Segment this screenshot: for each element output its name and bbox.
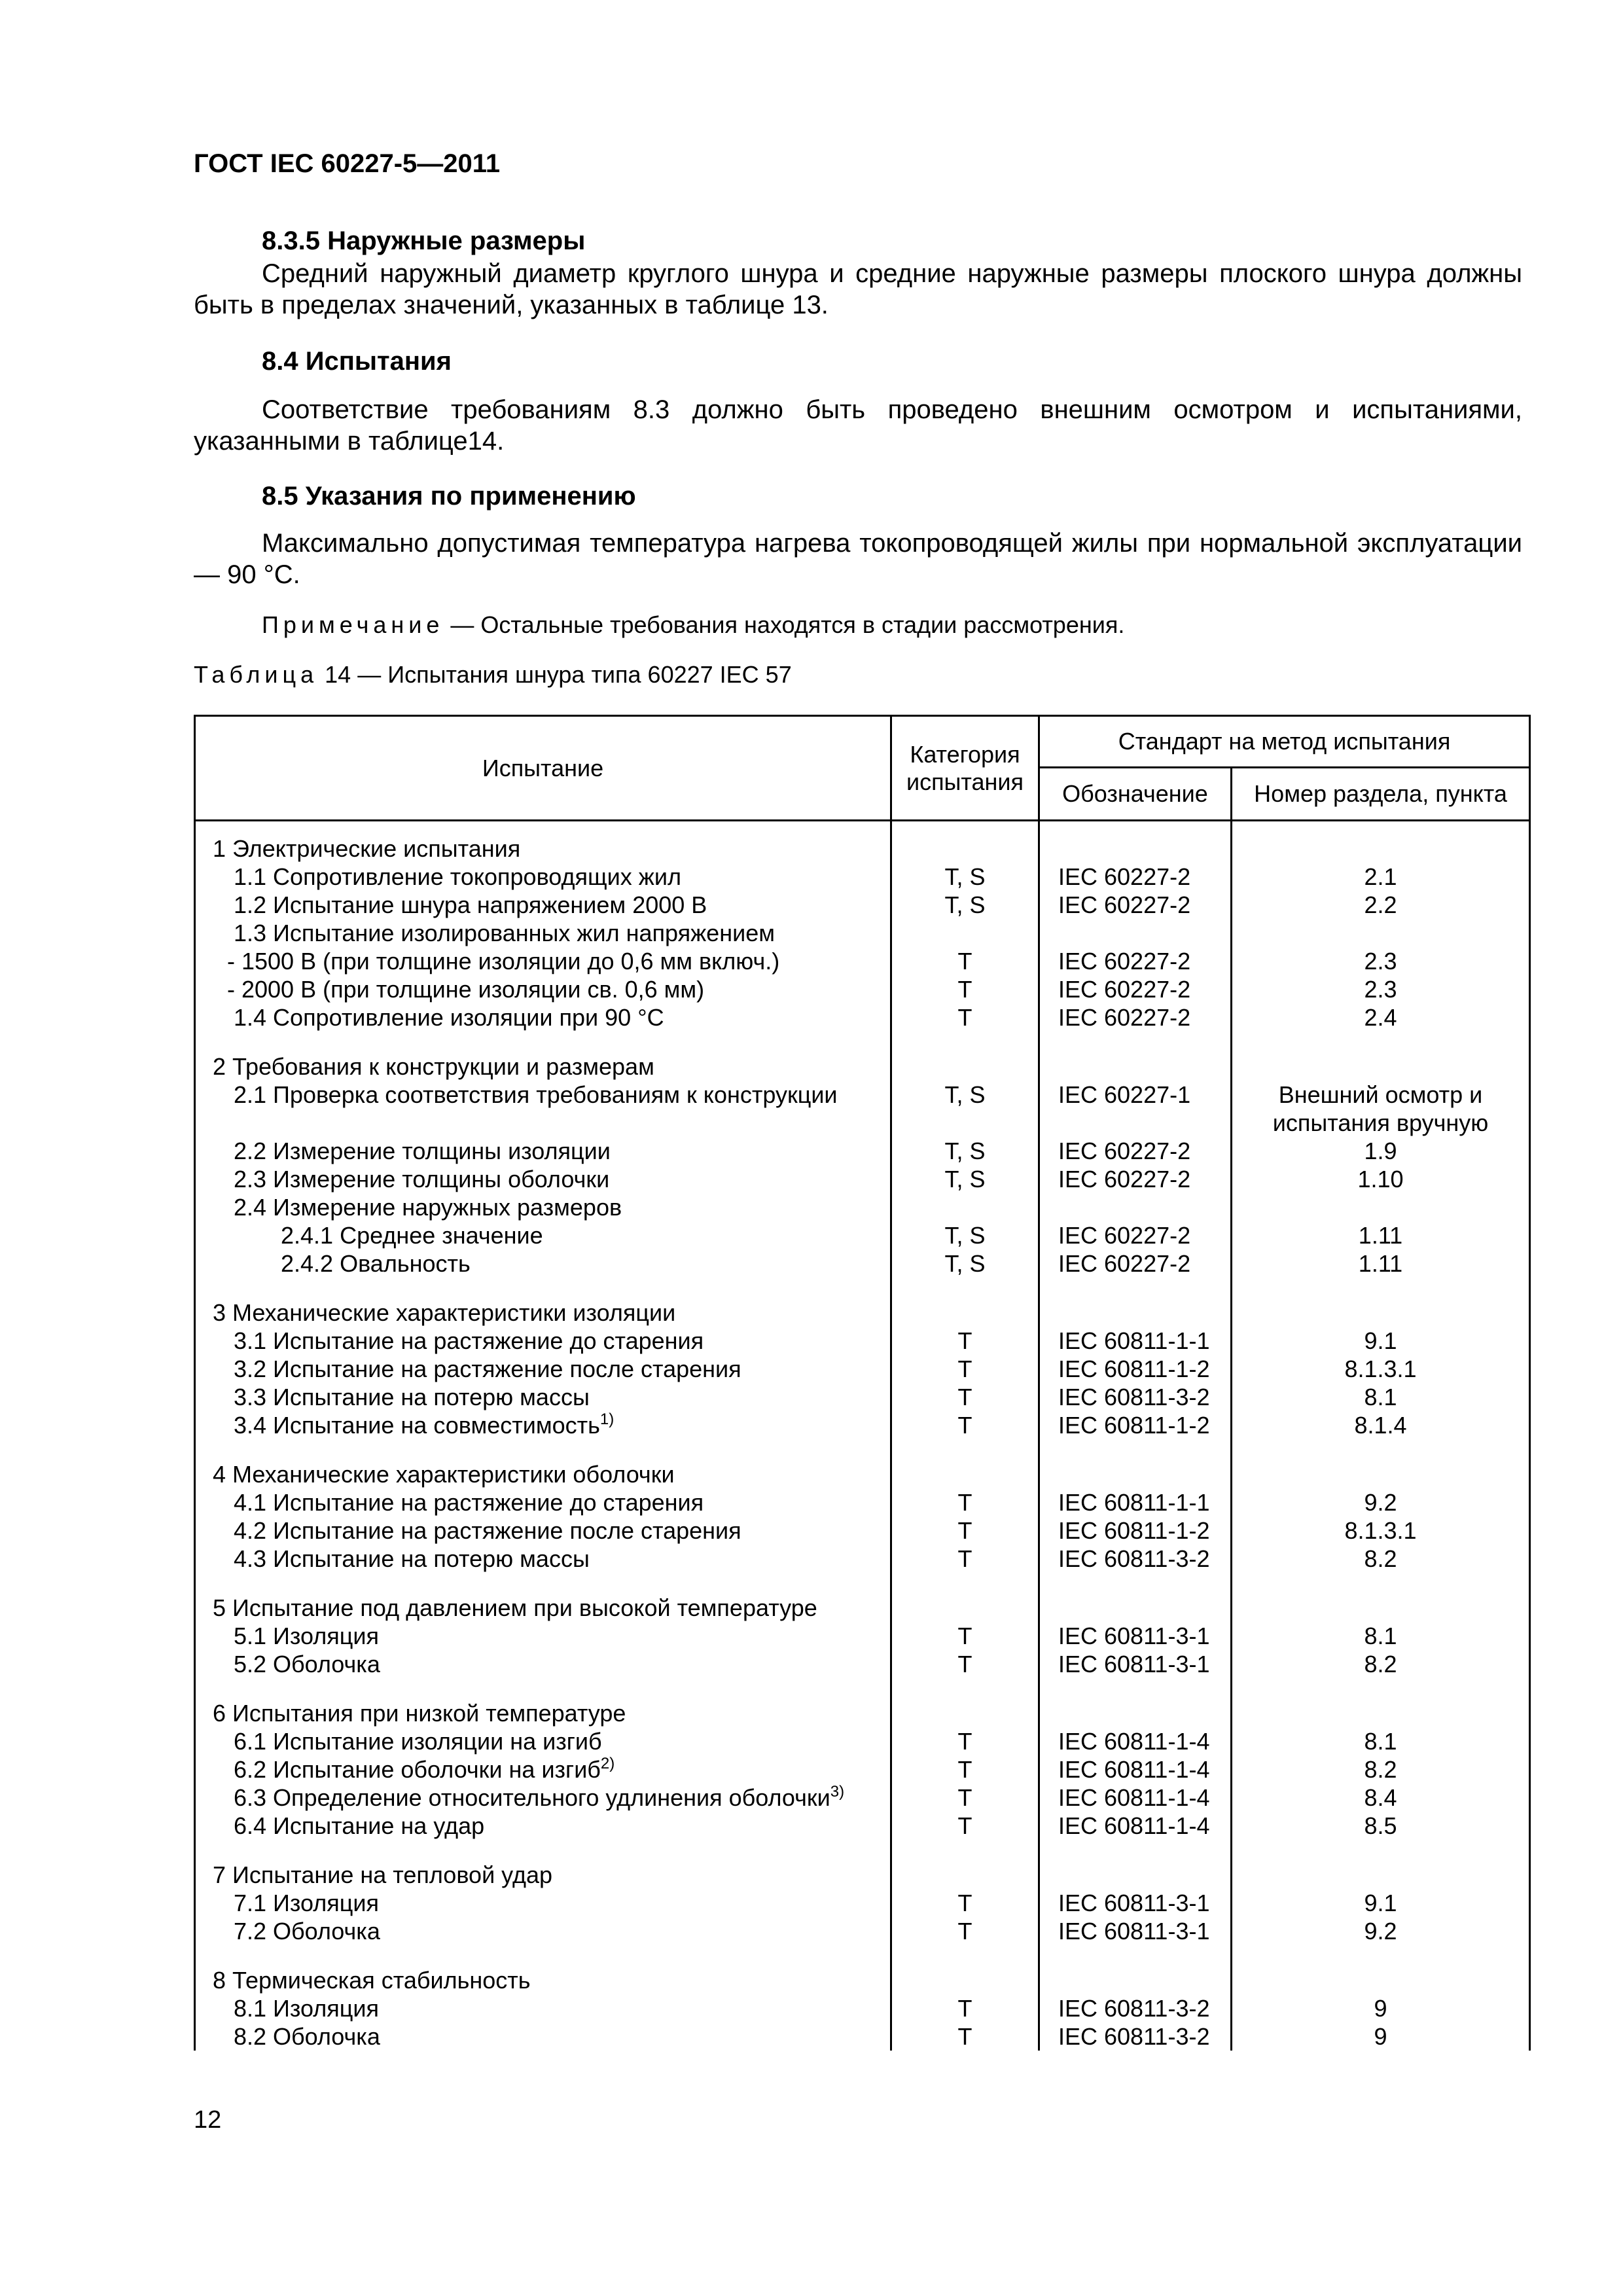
test-cell bbox=[195, 1249, 891, 1278]
section-8-5-title: 8.5 Указания по применению bbox=[262, 482, 636, 511]
clause-cell bbox=[1232, 919, 1530, 947]
test-name: 6.2 Испытание оболочки на изгиб bbox=[234, 1756, 601, 1783]
test-cell bbox=[195, 1193, 891, 1221]
footnote-ref: 1) bbox=[599, 1410, 615, 1428]
designation-cell: IEC 60811-3-1 bbox=[1039, 1889, 1232, 1917]
designation-cell: IEC 60811-1-4 bbox=[1039, 1755, 1232, 1784]
test-name: 3.3 Испытание на потерю массы bbox=[234, 1384, 590, 1410]
designation-cell bbox=[1039, 919, 1232, 947]
table-row bbox=[195, 1221, 1530, 1249]
spacer-cell bbox=[195, 1278, 891, 1299]
spacer-cell bbox=[891, 1278, 1039, 1299]
category-cell: T bbox=[891, 1622, 1039, 1650]
clause-cell: 2.1 bbox=[1232, 863, 1530, 891]
spacer-row bbox=[195, 821, 1530, 835]
header-test: Испытание bbox=[195, 716, 891, 821]
spacer-cell bbox=[195, 1031, 891, 1052]
test-name: 2.2 Измерение толщины изоляции bbox=[234, 1138, 611, 1164]
empty-cell bbox=[1232, 1699, 1530, 1727]
group-title-cell bbox=[195, 1460, 891, 1488]
section-8-3-5-title: 8.3.5 Наружные размеры bbox=[262, 226, 586, 255]
spacer-cell bbox=[195, 821, 891, 835]
test-cell bbox=[195, 891, 891, 919]
test-name: 1.1 Сопротивление токопроводящих жил bbox=[234, 863, 681, 890]
test-name: 3.4 Испытание на совместимость bbox=[234, 1412, 600, 1439]
category-cell: T bbox=[891, 1516, 1039, 1545]
designation-cell: IEC 60811-1-1 bbox=[1039, 1488, 1232, 1516]
test-cell bbox=[195, 2022, 891, 2051]
table-caption bbox=[194, 661, 792, 689]
category-cell: T, S bbox=[891, 863, 1039, 891]
group-title: 8 Термическая стабильность bbox=[213, 1967, 531, 1994]
clause-cell: 2.4 bbox=[1232, 1003, 1530, 1031]
test-name: 8.2 Оболочка bbox=[234, 2023, 380, 2050]
test-name: 4.3 Испытание на потерю массы bbox=[234, 1545, 590, 1572]
spacer-cell bbox=[195, 1573, 891, 1594]
table-row bbox=[195, 1516, 1530, 1545]
spacer-row bbox=[195, 1278, 1530, 1299]
spacer-cell bbox=[891, 1840, 1039, 1861]
test-cell bbox=[195, 1755, 891, 1784]
table-row bbox=[195, 1488, 1530, 1516]
test-cell bbox=[195, 1383, 891, 1411]
category-cell: T, S bbox=[891, 1249, 1039, 1278]
test-cell bbox=[195, 1221, 891, 1249]
table-body bbox=[195, 821, 1530, 2051]
category-cell: T bbox=[891, 1327, 1039, 1355]
category-cell: T bbox=[891, 1889, 1039, 1917]
test-name: 2.4.2 Овальность bbox=[281, 1250, 471, 1277]
test-name: - 1500 В (при толщине изоляции до 0,6 мм включ.) bbox=[227, 948, 780, 975]
designation-cell: IEC 60811-3-2 bbox=[1039, 1383, 1232, 1411]
group-title-cell bbox=[195, 1861, 891, 1889]
spacer-cell bbox=[1232, 821, 1530, 835]
spacer-cell bbox=[1232, 1439, 1530, 1460]
group-title: 5 Испытание под давлением при высокой температуре bbox=[213, 1594, 817, 1621]
empty-cell bbox=[1039, 1299, 1232, 1327]
table-row bbox=[195, 1411, 1530, 1439]
table-row bbox=[195, 1003, 1530, 1031]
test-cell bbox=[195, 1784, 891, 1812]
designation-cell: IEC 60811-1-2 bbox=[1039, 1516, 1232, 1545]
designation-cell: IEC 60227-2 bbox=[1039, 863, 1232, 891]
table-row bbox=[195, 919, 1530, 947]
spacer-row bbox=[195, 1945, 1530, 1966]
table-row bbox=[195, 1249, 1530, 1278]
test-cell bbox=[195, 947, 891, 975]
header-standard: Стандарт на метод испытания bbox=[1039, 716, 1530, 768]
footnote-ref: 2) bbox=[600, 1755, 615, 1772]
test-cell bbox=[195, 1327, 891, 1355]
designation-cell: IEC 60227-2 bbox=[1039, 1249, 1232, 1278]
test-name: 5.2 Оболочка bbox=[234, 1651, 380, 1677]
category-cell: T bbox=[891, 1003, 1039, 1031]
spacer-cell bbox=[1039, 1031, 1232, 1052]
category-cell: T bbox=[891, 1755, 1039, 1784]
test-name: 5.1 Изоляция bbox=[234, 1623, 379, 1649]
table-row bbox=[195, 1650, 1530, 1678]
category-cell: T bbox=[891, 1727, 1039, 1755]
category-cell: T bbox=[891, 947, 1039, 975]
clause-cell: 9.1 bbox=[1232, 1889, 1530, 1917]
test-cell bbox=[195, 1003, 891, 1031]
spacer-cell bbox=[1039, 1678, 1232, 1699]
empty-cell bbox=[1039, 1966, 1232, 1994]
spacer-cell bbox=[1232, 1278, 1530, 1299]
group-title: 2 Требования к конструкции и размерам bbox=[213, 1053, 654, 1080]
category-cell: T, S bbox=[891, 1081, 1039, 1137]
clause-cell: 2.3 bbox=[1232, 947, 1530, 975]
test-cell bbox=[195, 863, 891, 891]
section-8-5-text: Максимально допустимая температура нагрева токопроводящей жилы при нормальной эксплуатации — 90 °C. bbox=[194, 529, 1522, 589]
category-cell: T bbox=[891, 2022, 1039, 2051]
test-cell bbox=[195, 1917, 891, 1945]
spacer-cell bbox=[1232, 1031, 1530, 1052]
table-caption-text: 14 — Испытания шнура типа 60227 IEC 57 bbox=[318, 661, 792, 688]
test-name: 6.1 Испытание изоляции на изгиб bbox=[234, 1728, 602, 1755]
designation-cell: IEC 60227-1 bbox=[1039, 1081, 1232, 1137]
category-cell: T, S bbox=[891, 1165, 1039, 1193]
note-label: Примечание bbox=[262, 611, 444, 638]
header-designation: Обозначение bbox=[1039, 768, 1232, 821]
header-clause: Номер раздела, пункта bbox=[1232, 768, 1530, 821]
tests-table bbox=[194, 715, 1531, 2051]
designation-cell: IEC 60811-1-4 bbox=[1039, 1727, 1232, 1755]
clause-cell: 9.2 bbox=[1232, 1488, 1530, 1516]
designation-cell: IEC 60811-3-1 bbox=[1039, 1622, 1232, 1650]
empty-cell bbox=[1232, 1861, 1530, 1889]
designation-cell: IEC 60811-1-2 bbox=[1039, 1355, 1232, 1383]
clause-cell: 8.1.4 bbox=[1232, 1411, 1530, 1439]
table-row bbox=[195, 1193, 1530, 1221]
designation-cell: IEC 60811-3-2 bbox=[1039, 1994, 1232, 2022]
table-row bbox=[195, 863, 1530, 891]
test-cell bbox=[195, 1516, 891, 1545]
empty-cell bbox=[891, 834, 1039, 863]
table-row bbox=[195, 1994, 1530, 2022]
empty-cell bbox=[1232, 1299, 1530, 1327]
designation-cell: IEC 60811-3-1 bbox=[1039, 1917, 1232, 1945]
clause-cell: 1.11 bbox=[1232, 1221, 1530, 1249]
section-8-4-text: Соответствие требованиям 8.3 должно быть проведено внешним осмотром и испытаниями, указанными в таблице14. bbox=[194, 395, 1522, 456]
group-title-cell bbox=[195, 1299, 891, 1327]
table-row bbox=[195, 1383, 1530, 1411]
table-row bbox=[195, 1081, 1530, 1137]
designation-cell: IEC 60227-2 bbox=[1039, 1165, 1232, 1193]
empty-cell bbox=[1039, 834, 1232, 863]
table-row bbox=[195, 1165, 1530, 1193]
empty-cell bbox=[1232, 1460, 1530, 1488]
designation-cell: IEC 60811-1-4 bbox=[1039, 1812, 1232, 1840]
designation-cell: IEC 60811-1-2 bbox=[1039, 1411, 1232, 1439]
clause-cell: 8.4 bbox=[1232, 1784, 1530, 1812]
clause-cell: 8.1 bbox=[1232, 1727, 1530, 1755]
note-text: — Остальные требования находятся в стадии рассмотрения. bbox=[444, 611, 1125, 638]
table-row bbox=[195, 1755, 1530, 1784]
category-cell: T, S bbox=[891, 891, 1039, 919]
spacer-row bbox=[195, 1031, 1530, 1052]
category-cell: T bbox=[891, 1812, 1039, 1840]
designation-cell: IEC 60811-1-1 bbox=[1039, 1327, 1232, 1355]
table-row bbox=[195, 975, 1530, 1003]
spacer-row bbox=[195, 1678, 1530, 1699]
clause-cell: 8.2 bbox=[1232, 1650, 1530, 1678]
document-code: ГОСТ IEC 60227-5—2011 bbox=[194, 149, 501, 178]
test-cell bbox=[195, 1411, 891, 1439]
designation-cell: IEC 60227-2 bbox=[1039, 947, 1232, 975]
category-cell: T, S bbox=[891, 1137, 1039, 1165]
group-title-row bbox=[195, 1594, 1530, 1622]
clause-cell: Внешний осмотр и испытания вручную bbox=[1232, 1081, 1530, 1137]
test-cell bbox=[195, 1994, 891, 2022]
test-cell bbox=[195, 1355, 891, 1383]
test-name: 1.2 Испытание шнура напряжением 2000 В bbox=[234, 891, 707, 918]
test-cell bbox=[195, 1650, 891, 1678]
category-cell: T bbox=[891, 1545, 1039, 1573]
table-row bbox=[195, 891, 1530, 919]
test-name: 8.1 Изоляция bbox=[234, 1995, 379, 2022]
category-cell: T bbox=[891, 1917, 1039, 1945]
test-cell bbox=[195, 1622, 891, 1650]
test-name: 3.1 Испытание на растяжение до старения bbox=[234, 1327, 704, 1354]
group-title-cell bbox=[195, 1966, 891, 1994]
test-cell bbox=[195, 975, 891, 1003]
table-caption-label: Таблица bbox=[194, 661, 319, 688]
table-row bbox=[195, 1355, 1530, 1383]
empty-cell bbox=[891, 1699, 1039, 1727]
footnote-ref: 3) bbox=[830, 1783, 845, 1801]
test-name: 2.3 Измерение толщины оболочки bbox=[234, 1166, 610, 1193]
page-number: 12 bbox=[194, 2106, 222, 2134]
table-row bbox=[195, 1622, 1530, 1650]
test-name: 4.2 Испытание на растяжение после старения bbox=[234, 1517, 741, 1544]
group-title-row bbox=[195, 834, 1530, 863]
spacer-cell bbox=[1039, 1573, 1232, 1594]
table-row bbox=[195, 1812, 1530, 1840]
designation-cell: IEC 60227-2 bbox=[1039, 1003, 1232, 1031]
clause-cell: 2.2 bbox=[1232, 891, 1530, 919]
test-name: 1.3 Испытание изолированных жил напряжением bbox=[234, 920, 775, 946]
designation-cell: IEC 60811-1-4 bbox=[1039, 1784, 1232, 1812]
test-cell bbox=[195, 1889, 891, 1917]
test-cell bbox=[195, 1812, 891, 1840]
empty-cell bbox=[891, 1460, 1039, 1488]
empty-cell bbox=[1232, 1966, 1530, 1994]
test-name: 4.1 Испытание на растяжение до старения bbox=[234, 1489, 704, 1516]
category-cell: T, S bbox=[891, 1221, 1039, 1249]
table-row bbox=[195, 2022, 1530, 2051]
spacer-cell bbox=[891, 1945, 1039, 1966]
clause-cell: 9 bbox=[1232, 1994, 1530, 2022]
clause-cell: 1.11 bbox=[1232, 1249, 1530, 1278]
group-title-row bbox=[195, 1052, 1530, 1081]
category-cell: T bbox=[891, 1784, 1039, 1812]
group-title: 1 Электрические испытания bbox=[213, 835, 521, 862]
test-cell bbox=[195, 1165, 891, 1193]
empty-cell bbox=[1232, 1594, 1530, 1622]
designation-cell: IEC 60811-3-2 bbox=[1039, 2022, 1232, 2051]
spacer-cell bbox=[1232, 1573, 1530, 1594]
test-name: 1.4 Сопротивление изоляции при 90 °C bbox=[234, 1004, 664, 1031]
designation-cell: IEC 60227-2 bbox=[1039, 1137, 1232, 1165]
group-title-row bbox=[195, 1299, 1530, 1327]
test-name: 2.4.1 Среднее значение bbox=[281, 1222, 543, 1249]
empty-cell bbox=[1232, 834, 1530, 863]
spacer-cell bbox=[1039, 1278, 1232, 1299]
test-name: 6.3 Определение относительного удлинения оболочки bbox=[234, 1784, 830, 1811]
group-title: 3 Механические характеристики изоляции bbox=[213, 1299, 676, 1326]
designation-cell: IEC 60227-2 bbox=[1039, 1221, 1232, 1249]
clause-cell: 9.2 bbox=[1232, 1917, 1530, 1945]
category-cell: T bbox=[891, 1650, 1039, 1678]
empty-cell bbox=[1039, 1460, 1232, 1488]
note bbox=[262, 611, 1124, 639]
test-name: 2.1 Проверка соответствия требованиям к конструкции bbox=[234, 1081, 838, 1108]
group-title: 6 Испытания при низкой температуре bbox=[213, 1700, 626, 1727]
category-cell: T bbox=[891, 1411, 1039, 1439]
clause-cell: 9.1 bbox=[1232, 1327, 1530, 1355]
spacer-row bbox=[195, 1840, 1530, 1861]
empty-cell bbox=[1039, 1052, 1232, 1081]
table-row bbox=[195, 1889, 1530, 1917]
clause-cell bbox=[1232, 1193, 1530, 1221]
group-title-row bbox=[195, 1966, 1530, 1994]
group-title-cell bbox=[195, 1594, 891, 1622]
clause-cell: 8.1 bbox=[1232, 1383, 1530, 1411]
empty-cell bbox=[891, 1299, 1039, 1327]
test-name: 3.2 Испытание на растяжение после старения bbox=[234, 1355, 741, 1382]
test-cell bbox=[195, 919, 891, 947]
clause-cell: 9 bbox=[1232, 2022, 1530, 2051]
test-cell bbox=[195, 1081, 891, 1137]
empty-cell bbox=[891, 1966, 1039, 1994]
table-row bbox=[195, 1727, 1530, 1755]
clause-cell: 1.10 bbox=[1232, 1165, 1530, 1193]
empty-cell bbox=[891, 1594, 1039, 1622]
designation-cell: IEC 60227-2 bbox=[1039, 975, 1232, 1003]
clause-cell: 8.5 bbox=[1232, 1812, 1530, 1840]
spacer-cell bbox=[1232, 1945, 1530, 1966]
table-row bbox=[195, 1545, 1530, 1573]
header-category: Категория испытания bbox=[891, 716, 1039, 821]
category-cell bbox=[891, 1193, 1039, 1221]
spacer-cell bbox=[195, 1678, 891, 1699]
spacer-cell bbox=[891, 821, 1039, 835]
group-title-cell bbox=[195, 834, 891, 863]
category-cell: T bbox=[891, 1994, 1039, 2022]
designation-cell: IEC 60811-3-2 bbox=[1039, 1545, 1232, 1573]
empty-cell bbox=[891, 1861, 1039, 1889]
spacer-cell bbox=[1039, 1439, 1232, 1460]
category-cell: T bbox=[891, 1383, 1039, 1411]
spacer-cell bbox=[1232, 1678, 1530, 1699]
empty-cell bbox=[1039, 1861, 1232, 1889]
group-title-cell bbox=[195, 1052, 891, 1081]
clause-cell: 2.3 bbox=[1232, 975, 1530, 1003]
spacer-cell bbox=[891, 1439, 1039, 1460]
group-title-row bbox=[195, 1699, 1530, 1727]
spacer-cell bbox=[195, 1840, 891, 1861]
test-name: 7.2 Оболочка bbox=[234, 1918, 380, 1945]
spacer-cell bbox=[1039, 1840, 1232, 1861]
category-cell bbox=[891, 919, 1039, 947]
spacer-cell bbox=[1232, 1840, 1530, 1861]
clause-cell: 8.1 bbox=[1232, 1622, 1530, 1650]
empty-cell bbox=[1232, 1052, 1530, 1081]
table-row bbox=[195, 947, 1530, 975]
group-title-row bbox=[195, 1861, 1530, 1889]
table-row bbox=[195, 1327, 1530, 1355]
test-cell bbox=[195, 1488, 891, 1516]
clause-cell: 8.2 bbox=[1232, 1545, 1530, 1573]
spacer-cell bbox=[1039, 1945, 1232, 1966]
test-name: - 2000 В (при толщине изоляции св. 0,6 мм) bbox=[227, 976, 705, 1003]
test-cell bbox=[195, 1545, 891, 1573]
test-cell bbox=[195, 1137, 891, 1165]
designation-cell: IEC 60227-2 bbox=[1039, 891, 1232, 919]
spacer-row bbox=[195, 1439, 1530, 1460]
group-title: 7 Испытание на тепловой удар bbox=[213, 1861, 553, 1888]
designation-cell: IEC 60811-3-1 bbox=[1039, 1650, 1232, 1678]
test-cell bbox=[195, 1727, 891, 1755]
clause-cell: 1.9 bbox=[1232, 1137, 1530, 1165]
clause-cell: 8.2 bbox=[1232, 1755, 1530, 1784]
group-title: 4 Механические характеристики оболочки bbox=[213, 1461, 675, 1488]
test-name: 6.4 Испытание на удар bbox=[234, 1812, 485, 1839]
spacer-cell bbox=[891, 1678, 1039, 1699]
section-8-3-5-text: Средний наружный диаметр круглого шнура и средние наружные размеры плоского шнура должны быть в пределах значений, указанных в таблице 13. bbox=[194, 259, 1522, 319]
table-row bbox=[195, 1917, 1530, 1945]
spacer-cell bbox=[891, 1031, 1039, 1052]
empty-cell bbox=[1039, 1699, 1232, 1727]
group-title-row bbox=[195, 1460, 1530, 1488]
table-row bbox=[195, 1784, 1530, 1812]
spacer-cell bbox=[1039, 821, 1232, 835]
test-name: 7.1 Изоляция bbox=[234, 1890, 379, 1916]
category-cell: T bbox=[891, 975, 1039, 1003]
table-row bbox=[195, 1137, 1530, 1165]
spacer-row bbox=[195, 1573, 1530, 1594]
spacer-cell bbox=[195, 1945, 891, 1966]
category-cell: T bbox=[891, 1488, 1039, 1516]
spacer-cell bbox=[195, 1439, 891, 1460]
clause-cell: 8.1.3.1 bbox=[1232, 1516, 1530, 1545]
designation-cell bbox=[1039, 1193, 1232, 1221]
spacer-cell bbox=[891, 1573, 1039, 1594]
test-name: 2.4 Измерение наружных размеров bbox=[234, 1194, 622, 1221]
category-cell: T bbox=[891, 1355, 1039, 1383]
clause-cell: 8.1.3.1 bbox=[1232, 1355, 1530, 1383]
section-8-4-title: 8.4 Испытания bbox=[262, 347, 452, 376]
empty-cell bbox=[1039, 1594, 1232, 1622]
group-title-cell bbox=[195, 1699, 891, 1727]
empty-cell bbox=[891, 1052, 1039, 1081]
